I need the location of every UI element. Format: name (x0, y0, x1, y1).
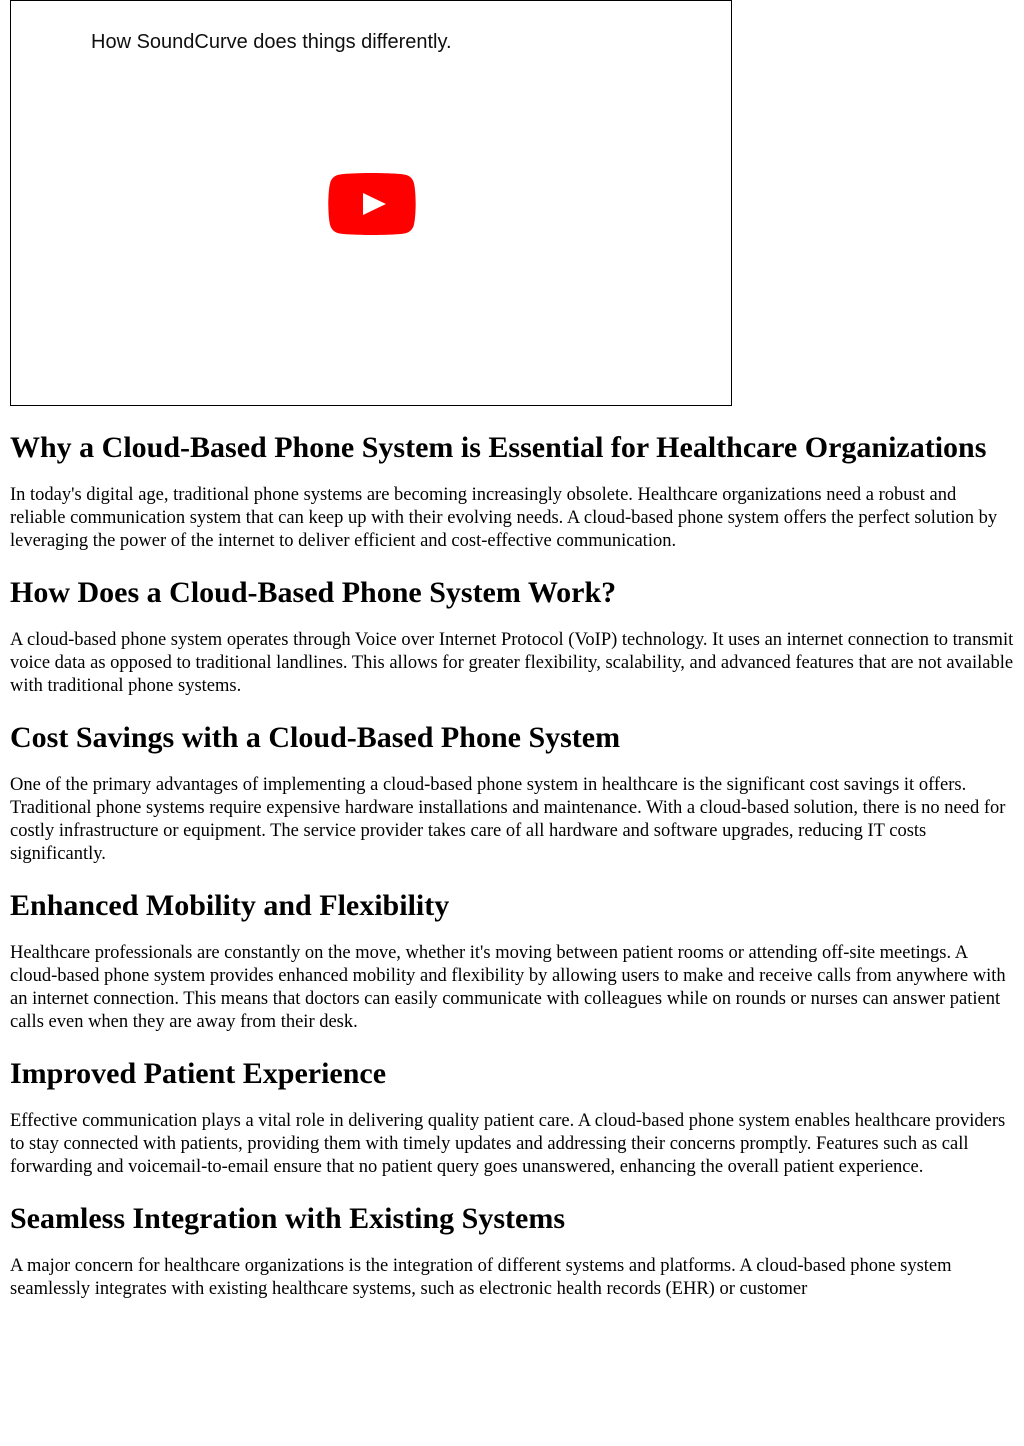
section-body-integration: A major concern for healthcare organizations is the integration of different systems and platforms. A cloud-based phone system seamlessly integrates with existing healthcare systems, such as electronic health records (EHR) or customer (10, 1256, 952, 1299)
section-heading-how-it-works: How Does a Cloud-Based Phone System Work? (10, 576, 617, 609)
section-body-how-it-works: A cloud-based phone system operates through Voice over Internet Protocol (VoIP) technology. It uses an internet connection to transmit voice data as opposed to traditional landlines. This allows for greater flexibility, scalability, and advanced features that are not available with traditional phone systems. (10, 630, 1014, 696)
section-heading-integration: Seamless Integration with Existing Systems (10, 1202, 566, 1235)
section-body-mobility: Healthcare professionals are constantly on the move, whether it's moving between patient rooms or attending off-site meetings. A cloud-based phone system provides enhanced mobility and flexibility by allowing users to make and receive calls from anywhere with an internet connection. This means that doctors can easily communicate with colleagues while on rounds or nurses can answer patient calls even when they are away from their desk. (10, 943, 1006, 1032)
section-body-why-cloud: In today's digital age, traditional phone systems are becoming increasingly obsolete. Healthcare organizations need a robust and reliable communication system that can keep up with their evolving needs. A cloud-based phone system offers the perfect solution by leveraging the power of the internet to deliver efficient and cost-effective communication. (10, 485, 998, 551)
section-body-patient-experience: Effective communication plays a vital role in delivering quality patient care. A cloud-based phone system enables healthcare providers to stay connected with patients, providing them with timely updates and addressing their concerns promptly. Features such as call forwarding and voicemail-to-email ensure that no patient query goes unanswered, enhancing the overall patient experience. (10, 1111, 1006, 1177)
video-title[interactable]: How SoundCurve does things differently. (91, 31, 452, 53)
video-embed[interactable] (10, 0, 732, 406)
section-heading-why-cloud: Why a Cloud-Based Phone System is Essential for Healthcare Organizations (10, 431, 987, 464)
section-heading-cost-savings: Cost Savings with a Cloud-Based Phone System (10, 721, 621, 754)
section-heading-patient-experience: Improved Patient Experience (10, 1057, 387, 1090)
section-body-cost-savings: One of the primary advantages of implementing a cloud-based phone system in healthcare is the significant cost savings it offers. Traditional phone systems require expensive hardware installations and maintenance. With a cloud-based solution, there is no need for costly infrastructure or equipment. The service provider takes care of all hardware and software upgrades, reducing IT costs significantly. (10, 775, 1006, 864)
section-heading-mobility: Enhanced Mobility and Flexibility (10, 889, 450, 922)
article (10, 430, 1014, 1323)
youtube-play-icon[interactable] (328, 173, 416, 235)
